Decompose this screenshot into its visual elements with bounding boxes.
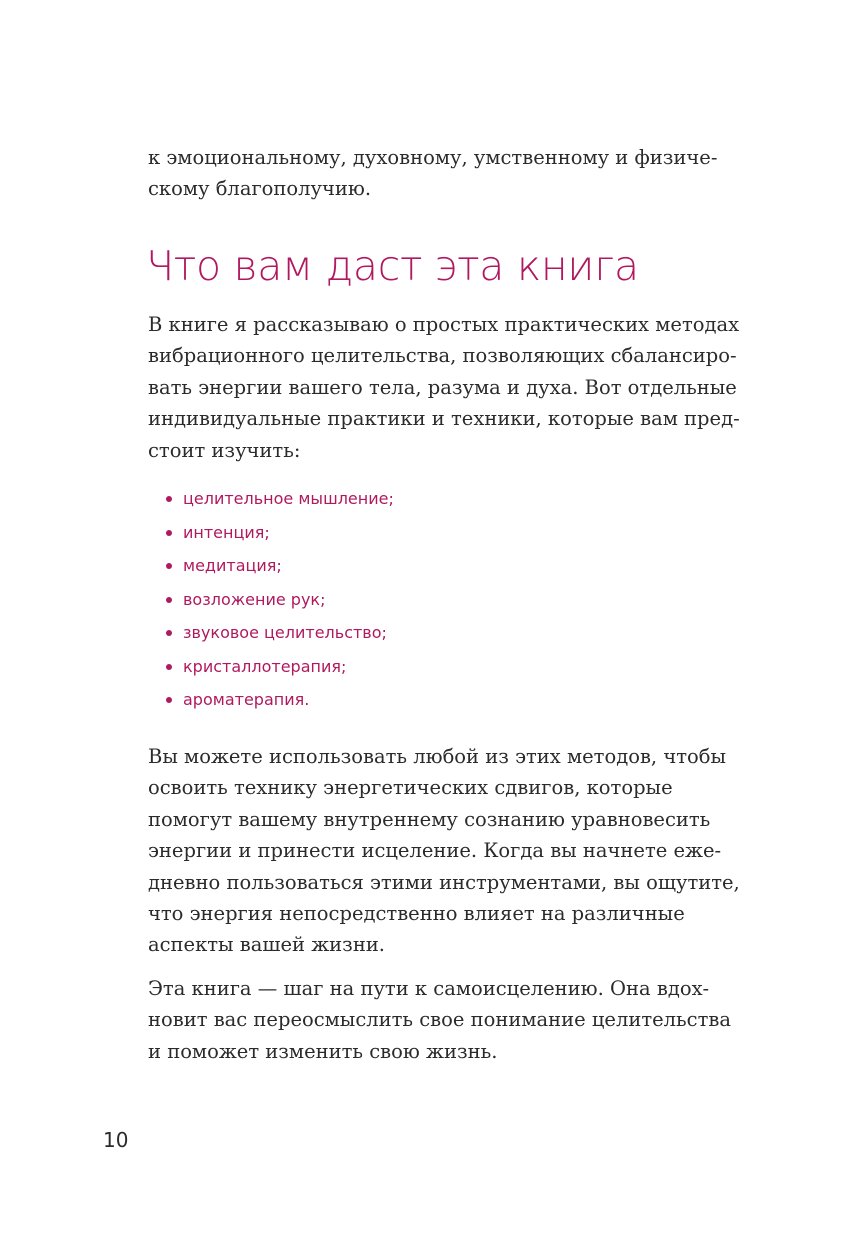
text-line: скому благополучию. [148,177,372,201]
list-item-label: ароматерапия. [183,690,310,709]
text-line: Эта книга — шаг на пути к самоисцелению. Она вдох- [148,977,710,1000]
paragraph-energy-shifts [148,741,748,961]
bullet-dot-icon [166,697,172,703]
text-line: освоить технику энергетических сдвигов, которые [148,776,673,800]
list-item [166,650,394,684]
page-number: 10 [103,1128,129,1152]
bullet-dot-icon [166,630,172,636]
bullet-dot-icon [166,496,172,502]
text-line: стоит изучить: [148,438,301,462]
practices-list [166,482,394,717]
list-item-label: звуковое целительство; [183,623,387,642]
bullet-dot-icon [166,597,172,603]
list-item-label: возложение рук; [183,589,326,609]
text-line: вать энергии вашего тела, разума и духа. Вот отдельные [148,375,737,399]
text-line: помогут вашему внутреннему сознанию уравновесить [148,807,711,831]
list-item-label: целительное мышление; [183,489,394,508]
section-title: Что вам даст эта книга [146,242,639,290]
text-line: В книге я рассказываю о простых практических методах [148,313,740,336]
text-line: что энергия непосредственно влияет на различные [148,902,685,926]
text-line: новит вас переосмыслить свое понимание целительства [148,1008,731,1032]
list-item-label: медитация; [183,556,282,575]
list-item [166,583,394,617]
paragraph-conclusion [148,973,748,1067]
list-item [166,616,394,650]
bullet-dot-icon [166,563,172,569]
text-line: дневно пользоваться этими инструментами, вы ощутите, [148,870,740,894]
list-item [166,482,394,516]
bullet-dot-icon [166,530,172,536]
text-line: вибрационного целительства, позволяющих сбалансиро- [148,344,737,368]
text-line: энергии и принести исцеление. Когда вы начнете еже- [148,839,722,863]
paragraph-intro-practices [148,309,748,466]
text-line: Вы можете использовать любой из этих методов, чтобы [148,745,727,768]
list-item [166,516,394,550]
list-item-label: интенция; [183,522,270,542]
text-line: и поможет изменить свою жизнь. [148,1039,498,1063]
list-item [166,683,394,717]
bullet-dot-icon [166,664,172,670]
text-line: к эмоциональному, духовному, умственному и физиче- [148,146,718,169]
list-item [166,549,394,583]
list-item-label: кристаллотерапия; [183,656,347,676]
text-line: аспекты вашей жизни. [148,933,386,957]
text-line: индивидуальные практики и техники, которые вам пред- [148,407,740,431]
intro-paragraph [148,142,748,205]
